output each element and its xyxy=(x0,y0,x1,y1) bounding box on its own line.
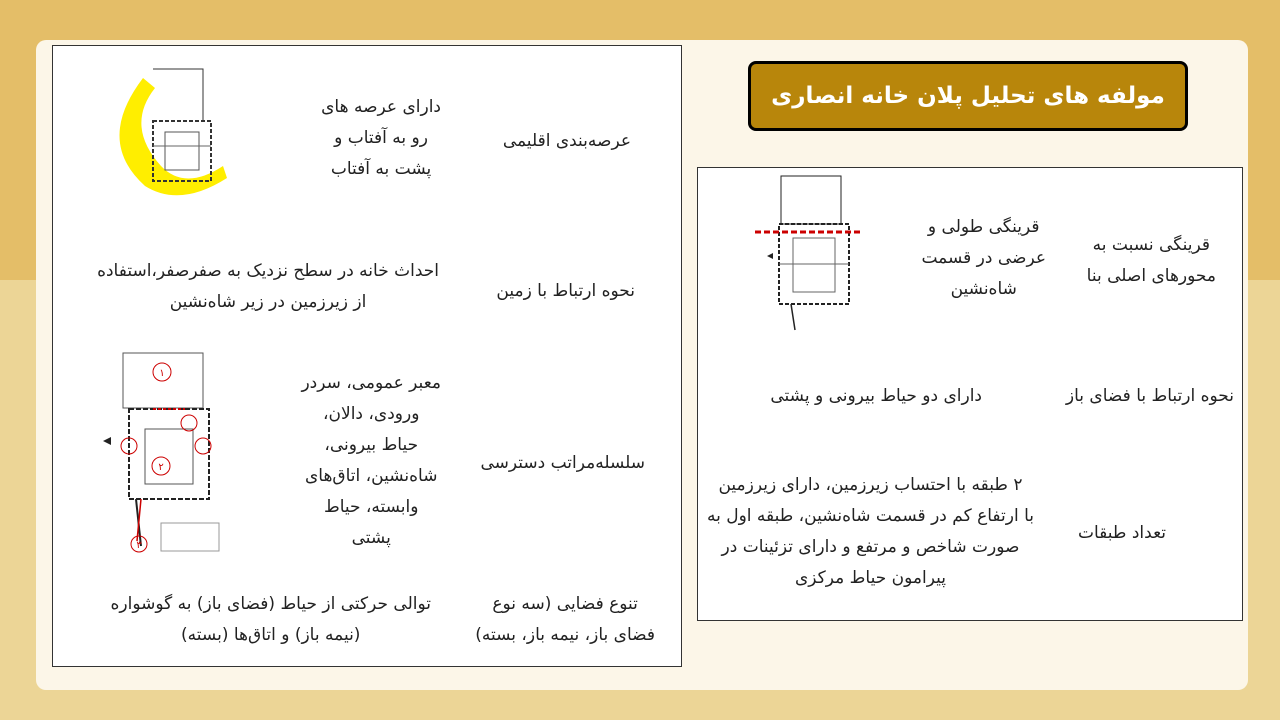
row-desc-climatic-zoning: دارای عرصه های رو به آفتاب و پشت به آفتاب xyxy=(321,97,441,179)
marker-3: ۳ xyxy=(136,540,142,551)
slide-title-box xyxy=(748,61,1188,131)
plan-access-hierarchy-figure xyxy=(101,351,225,556)
row-label-open-space-relation: نحوه ارتباط با فضای باز xyxy=(1065,386,1234,406)
row-label-symmetry: قرینگی نسبت به محورهای اصلی بنا xyxy=(1086,235,1216,286)
row-desc-symmetry: قرینگی طولی و عرضی در قسمت شاه‌نشین xyxy=(921,217,1046,299)
row-desc-floor-count: ۲ طبقه با احتساب زیرزمین، دارای زیرزمین با ارتفاع کم در قسمت شاه‌نشین، طبقه اول به صورت شاخص و مرتفع و دارای تزئینات در پیرامون حیاط مرکزی xyxy=(706,475,1034,588)
row-desc-open-space-relation: دارای دو حیاط بیرونی و پشتی xyxy=(770,386,982,406)
marker-1: ۱ xyxy=(159,368,165,379)
plan-with-sun-arc-figure xyxy=(115,66,245,206)
marker-2: ۲ xyxy=(158,462,164,473)
left-analysis-table xyxy=(52,45,682,667)
row-label-floor-count: تعداد طبقات xyxy=(1078,523,1166,543)
row-desc-access-hierarchy: معبر عمومی، سردر ورودی، دالان، حیاط بیرونی، شاه‌نشین، اتاق‌های وابسته، حیاط پشتی xyxy=(301,373,441,548)
row-desc-ground-relation: احداث خانه در سطح نزدیک به صفرصفر،استفاده از زیرزمین در زیر شاه‌نشین xyxy=(97,261,439,312)
right-analysis-table xyxy=(697,167,1243,621)
row-desc-spatial-variety: توالی حرکتی از حیاط (فضای باز) به گوشواره (نیمه باز) و اتاق‌ها (بسته) xyxy=(110,594,431,645)
row-label-access-hierarchy: سلسله‌مراتب دسترسی xyxy=(480,453,645,473)
row-label-spatial-variety: تنوع فضایی (سه نوع فضای باز، نیمه باز، بسته) xyxy=(475,594,655,645)
slide-title: مولفه های تحلیل پلان خانه انصاری xyxy=(771,83,1165,109)
row-label-ground-relation: نحوه ارتباط با زمین xyxy=(496,281,635,301)
row-label-climatic-zoning: عرصه‌بندی اقلیمی xyxy=(502,131,631,151)
plan-symmetry-axis-figure xyxy=(753,174,865,332)
